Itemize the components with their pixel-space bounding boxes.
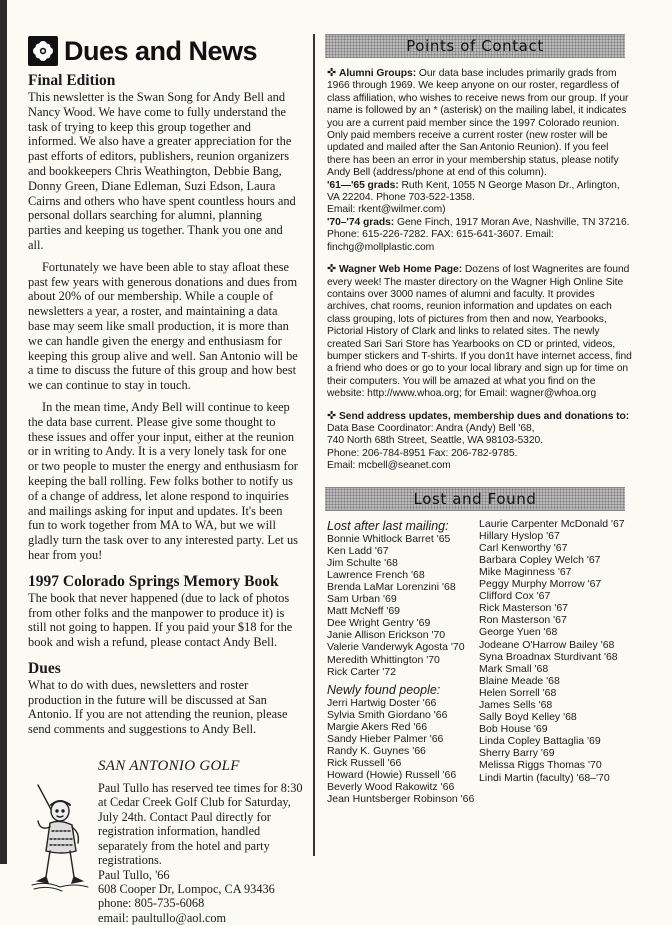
list-item: Sally Boyd Kelley '68: [479, 711, 577, 724]
grads-61-65-label: '61—'65 grads:: [327, 179, 399, 191]
list-item: Jerri Hartwig Doster '66: [327, 696, 437, 709]
list-item: Rick Masterson '67: [479, 602, 568, 615]
alumni-groups-label: Alumni Groups:: [338, 68, 417, 79]
memory-book-body: The book that never happened (due to lack of photos from other folks and the manpower to produce it) is still not going to happen. If you paid your $18 for the book and wish a refund, please contact Andy Bell.: [28, 590, 293, 650]
send-updates-line: Data Base Coordinator: Andra (Andy) Bell '68,: [327, 422, 535, 434]
page-edge: [0, 0, 7, 864]
final-edition-paragraph-1: This newsletter is the Swan Song for Andy Bell and Nancy Wood. We have come to fully understand the task of trying to keep this group together and informed. We also have a greater appreciation for the past efforts of editors, publishers, reunion organizers and bookkeepers Chris Weathington, Debbie Bang, Donny Green, Diane Edleman, Suzi Edson, Laura Cairns and others who have spent countless hours and personal dollars searching for alumni, planning parties and keeping us together. Thank you one and all.: [28, 90, 296, 252]
golf-address: 608 Cooper Dr, Lompoc, CA 93436: [98, 881, 275, 896]
list-item: Jodeane O'Harrow Bailey '68: [479, 638, 615, 651]
golf-contact-name: Paul Tullo, '66: [98, 867, 170, 882]
list-item: Syna Broadnax Sturdivant '68: [479, 650, 618, 663]
list-item: Ron Masterson '67: [479, 614, 567, 627]
alumni-groups-paragraph: [327, 67, 633, 180]
list-item: Rick Russell '66: [327, 757, 402, 770]
send-updates-line: Email: mcbell@seanet.com: [327, 460, 451, 472]
golf-section: [28, 758, 303, 925]
golf-email: email: paultullo@aol.com: [98, 910, 227, 925]
found-list: [327, 697, 479, 806]
lost-found-column-2: [479, 518, 635, 806]
flower-icon: [28, 36, 58, 66]
list-item: Beverly Wood Rakowitz '66: [327, 781, 455, 794]
list-item: Melissa Riggs Thomas '70: [479, 759, 602, 772]
list-item: Hillary Hyslop '67: [479, 529, 560, 542]
golf-title: SAN ANTONIO GOLF: [98, 758, 240, 775]
lost-heading: Lost after last mailing:: [327, 518, 449, 533]
list-item: Valerie Vanderwyk Agosta '70: [327, 641, 465, 654]
list-item: Linda Copley Battaglia '69: [479, 735, 601, 748]
list-item: Randy K. Guynes '66: [327, 745, 426, 758]
list-item: Rick Carter '72: [327, 665, 397, 678]
list-item: Sylvia Smith Giordano '66: [327, 708, 448, 721]
golf-phone: phone: 805-735-6068: [98, 896, 205, 911]
list-item: George Yuen '68: [479, 626, 558, 639]
list-item: Sam Urban '69: [327, 593, 397, 606]
send-updates-line: 740 North 68th Street, Seattle, WA 98103-5320.: [327, 435, 543, 447]
list-item: Laurie Carpenter McDonald '67: [479, 517, 625, 530]
cross-icon: ✜: [327, 262, 337, 276]
web-home-page-paragraph: [327, 263, 633, 400]
found-heading: Newly found people:: [327, 682, 441, 697]
lost-and-found-banner: [325, 487, 625, 511]
cross-icon: ✜: [327, 66, 337, 79]
list-item: Brenda LaMar Lorenzini '68: [327, 580, 456, 593]
list-item: Meredith Whittington '70: [327, 653, 440, 666]
masthead-title: Dues and News: [64, 36, 258, 66]
list-item: Mark Small '68: [479, 662, 549, 675]
list-item: Janie Allison Erickson '70: [327, 629, 446, 642]
list-item: Jim Schulte '68: [327, 556, 398, 569]
list-item: Barbara Copley Welch '67: [479, 553, 601, 566]
right-column: [313, 34, 635, 856]
golfer-illustration: [26, 781, 92, 893]
alumni-groups-text: Our data base includes primarily grads from 1966 through 1969. We keep anyone on our roster, regardless of class affiliation, who wishes to receive news from our group. If your name is followed by an * (asterisk) on the mailing label, it indicates you are a current paid member since the 1997 Colorado reunion. Only paid members receive a current roster (new roster will be updated and mailed after the San Antonio Reunion). If you feel there has been an error in your membership status, please notify Andy Bell (address/phone at end of this column).: [327, 68, 629, 179]
points-of-contact-banner: [325, 34, 625, 58]
web-home-page-text: Dozens of lost Wagnerites are found every week! The master directory on the Wagner High Online Site contains over 3000 names of alumni and faculty. It provides archives, chat rooms, reunion information and updates on each class grouping, lots of pictures from then and now, Yearbooks, Pictorial History of Clark and links to related sites. The newly created Sari Sari Store has Yearbooks on CD or printed, videos, bumper stickers and T-shirts. If you don1t have internet access, find a friend who does or go to your local library and sign up for time on their computers. You will be amazed at what you find on the website: http://www.whoa.org; for Email: wagner@whoa.org: [327, 264, 632, 400]
cross-icon: ✜: [327, 408, 337, 422]
memory-book-heading: 1997 Colorado Springs Memory Book: [28, 572, 279, 590]
golf-body: [98, 781, 303, 925]
list-item: Lindi Martin (faculty) '68–'70: [479, 771, 610, 784]
lost-list: [327, 533, 479, 678]
send-updates-label: Send address updates, membership dues and donations to:: [338, 410, 630, 422]
lost-found-column-1: [327, 518, 479, 806]
send-updates-heading: [327, 410, 633, 423]
list-item: James Sells '68: [479, 699, 553, 711]
list-item: Helen Sorrell '68: [479, 686, 557, 699]
grads-70-74-paragraph: [327, 217, 633, 254]
lost-and-found-lists: [327, 518, 635, 806]
list-item: Jean Huntsberger Robinson '66: [327, 793, 475, 806]
list-item: Dee Wright Gentry '69: [327, 617, 431, 630]
grads-61-65-paragraph: [327, 180, 633, 205]
contact-section: [327, 67, 633, 473]
points-of-contact-title: Points of Contact: [406, 37, 544, 55]
grads-70-74-label: '70–'74 grads:: [327, 216, 395, 228]
list-item: Bonnie Whitlock Barret '65: [327, 532, 451, 545]
list-item: Howard (Howie) Russell '66: [327, 769, 457, 782]
list-item: Sandy Hieber Palmer '66: [327, 733, 444, 745]
list-item: Lawrence French '68: [327, 568, 425, 581]
list-item: Carl Kenworthy '67: [479, 541, 568, 554]
left-column: [28, 34, 303, 925]
masthead: [28, 34, 298, 68]
lost-and-found-title: Lost and Found: [413, 489, 537, 508]
final-edition-paragraph-3: In the mean time, Andy Bell will continue to keep the data base current. Please give some thought to these issues and offer your input, either at the reunion or in writing to Andy. It is a very lonely task for one or two people to muster the energy and enthusiasm for keeping the ball rolling. Few folks bother to notify us of a change of address, let alone respond to inquiries and mailings asking for input and updates. It's been fun to work together from MA to WA, but we will gladly turn the task over to any interested party. Let us hear from you!: [28, 399, 298, 562]
list-item: Matt McNeff '69: [327, 605, 401, 618]
list-item: Ken Ladd '67: [327, 544, 389, 557]
list-item: Mike Maginness '67: [479, 565, 572, 578]
list-item: Blaine Meade '68: [479, 674, 560, 687]
dues-heading: Dues: [28, 659, 61, 677]
list-item: Bob House '69: [479, 723, 548, 736]
list-item: Peggy Murphy Morrow '67: [479, 578, 602, 591]
web-home-page-label: Wagner Web Home Page:: [338, 264, 463, 276]
dues-body: What to do with dues, newsletters and roster production in the future will be discussed at San Antonio. If you are not attending the reunion, please send comments and suggestions to Andy Bell.: [28, 677, 288, 737]
grads-61-65-email: Email: rkent@wilmer.com): [327, 204, 446, 216]
list-item: Margie Akers Red '66: [327, 720, 428, 733]
grads-61-65-text: Ruth Kent, 1055 N George Mason Dr., Arlington, VA 22204. Phone 703-522-1358.: [327, 179, 620, 204]
grads-70-74-text: Gene Finch, 1917 Moran Ave, Nashville, TN 37216. Phone: 615-226-7282. FAX: 615-641-3607. Email: finchg@mollplastic.com: [327, 216, 630, 253]
send-updates-line: Phone: 206-784-8951 Fax: 206-782-9785.: [327, 447, 518, 459]
golf-text: Paul Tullo has reserved tee times for 8:30 at Cedar Creek Golf Club for Saturday, July 24th. Contact Paul directly for registration information, handled separately from the hotel and party registrations.: [98, 781, 303, 868]
final-edition-heading: Final Edition: [28, 72, 116, 89]
final-edition-paragraph-2: Fortunately we have been able to stay afloat these past few years with generous donations and dues from about 20% of our membership. While a couple of newsletters a year, a roster, and maintaining a data base may seem like small production, it is more than we can handle given the energy and enthusiasm for keeping this group alive and well. San Antonio will be a time to discuss the future of this group and how best we can continue to stay in touch.: [28, 259, 298, 393]
list-item: Sherry Barry '69: [479, 747, 555, 760]
list-item: Clifford Cox '67: [479, 590, 551, 603]
